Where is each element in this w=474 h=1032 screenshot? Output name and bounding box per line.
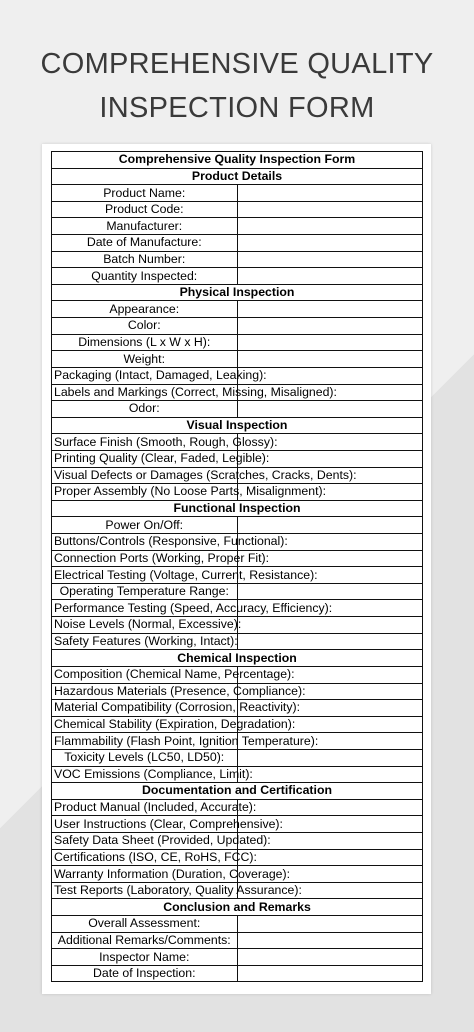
field-label: Safety Features (Working, Intact): — [52, 633, 238, 650]
field-label: Product Manual (Included, Accurate): — [52, 799, 238, 816]
page-title-line-2: INSPECTION FORM — [99, 92, 375, 124]
field-row — [52, 733, 423, 750]
field-row — [52, 235, 423, 252]
field-row — [52, 949, 423, 966]
field-label: Proper Assembly (No Loose Parts, Misalignment): — [52, 484, 238, 501]
field-row — [52, 633, 423, 650]
form-body — [52, 152, 423, 982]
field-value-cell[interactable] — [237, 633, 423, 650]
field-row — [52, 799, 423, 816]
field-label: Surface Finish (Smooth, Rough, Glossy): — [52, 434, 238, 451]
field-label: Quantity Inspected: — [52, 268, 238, 285]
field-row — [52, 484, 423, 501]
field-label: Certifications (ISO, CE, RoHS, FCC): — [52, 849, 238, 866]
field-value-cell[interactable] — [237, 318, 423, 335]
field-value-cell[interactable] — [237, 201, 423, 218]
form-heading: Comprehensive Quality Inspection Form — [52, 152, 423, 169]
field-label: Odor: — [52, 401, 238, 418]
field-value-cell[interactable] — [237, 949, 423, 966]
field-row — [52, 666, 423, 683]
field-row — [52, 467, 423, 484]
field-value-cell[interactable] — [237, 185, 423, 202]
field-label: User Instructions (Clear, Comprehensive): — [52, 816, 238, 833]
field-value-cell[interactable] — [237, 916, 423, 933]
field-label: Chemical Stability (Expiration, Degradation): — [52, 716, 238, 733]
field-row — [52, 700, 423, 717]
section-title: Physical Inspection — [52, 284, 423, 301]
field-label: Toxicity Levels (LC50, LD50): — [52, 749, 238, 766]
form-sheet — [42, 144, 431, 994]
field-label: Color: — [52, 318, 238, 335]
field-label: Weight: — [52, 351, 238, 368]
section-title: Product Details — [52, 168, 423, 185]
field-label: Date of Inspection: — [52, 965, 238, 982]
field-row — [52, 832, 423, 849]
field-value-cell[interactable] — [237, 799, 423, 816]
field-row — [52, 401, 423, 418]
field-row — [52, 849, 423, 866]
field-value-cell[interactable] — [237, 517, 423, 534]
field-row — [52, 351, 423, 368]
field-value-cell[interactable] — [237, 351, 423, 368]
field-row — [52, 301, 423, 318]
field-row — [52, 567, 423, 584]
page-title — [0, 42, 474, 130]
section-header-row — [52, 168, 423, 185]
field-value-cell[interactable] — [237, 218, 423, 235]
field-row — [52, 932, 423, 949]
field-label: Packaging (Intact, Damaged, Leaking): — [52, 367, 238, 384]
field-row — [52, 965, 423, 982]
field-row — [52, 450, 423, 467]
field-label: Manufacturer: — [52, 218, 238, 235]
field-row — [52, 517, 423, 534]
inspection-form-table — [51, 151, 423, 982]
field-row — [52, 766, 423, 783]
field-row — [52, 866, 423, 883]
section-title: Chemical Inspection — [52, 650, 423, 667]
field-row — [52, 434, 423, 451]
field-row — [52, 583, 423, 600]
field-label: Appearance: — [52, 301, 238, 318]
field-label: Flammability (Flash Point, Ignition Temperature): — [52, 733, 238, 750]
field-label: Connection Ports (Working, Proper Fit): — [52, 550, 238, 567]
field-row — [52, 201, 423, 218]
form-heading-row — [52, 152, 423, 169]
field-label: Safety Data Sheet (Provided, Updated): — [52, 832, 238, 849]
field-value-cell[interactable] — [237, 334, 423, 351]
field-row — [52, 916, 423, 933]
section-title: Visual Inspection — [52, 417, 423, 434]
section-title: Conclusion and Remarks — [52, 899, 423, 916]
field-row — [52, 882, 423, 899]
field-row — [52, 384, 423, 401]
field-label: Composition (Chemical Name, Percentage): — [52, 666, 238, 683]
page-title-line-1: COMPREHENSIVE QUALITY — [40, 48, 434, 80]
field-row — [52, 550, 423, 567]
field-value-cell[interactable] — [237, 965, 423, 982]
field-row — [52, 334, 423, 351]
section-header-row — [52, 417, 423, 434]
field-label: Visual Defects or Damages (Scratches, Cracks, Dents): — [52, 467, 238, 484]
field-row — [52, 716, 423, 733]
field-label: Power On/Off: — [52, 517, 238, 534]
field-label: Product Name: — [52, 185, 238, 202]
field-label: Performance Testing (Speed, Accuracy, Efficiency): — [52, 600, 238, 617]
section-header-row — [52, 500, 423, 517]
field-label: Dimensions (L x W x H): — [52, 334, 238, 351]
field-value-cell[interactable] — [237, 849, 423, 866]
field-value-cell[interactable] — [237, 268, 423, 285]
section-header-row — [52, 650, 423, 667]
field-label: Electrical Testing (Voltage, Current, Resistance): — [52, 567, 238, 584]
field-value-cell[interactable] — [237, 583, 423, 600]
section-header-row — [52, 284, 423, 301]
field-value-cell[interactable] — [237, 749, 423, 766]
field-row — [52, 816, 423, 833]
field-label: Hazardous Materials (Presence, Compliance): — [52, 683, 238, 700]
field-value-cell[interactable] — [237, 235, 423, 252]
field-row — [52, 268, 423, 285]
section-title: Functional Inspection — [52, 500, 423, 517]
section-header-row — [52, 899, 423, 916]
field-row — [52, 218, 423, 235]
field-label: Operating Temperature Range: — [52, 583, 238, 600]
field-label: Printing Quality (Clear, Faded, Legible): — [52, 450, 238, 467]
field-label: Batch Number: — [52, 251, 238, 268]
field-label: VOC Emissions (Compliance, Limit): — [52, 766, 238, 783]
field-row — [52, 367, 423, 384]
field-label: Inspector Name: — [52, 949, 238, 966]
field-row — [52, 251, 423, 268]
field-label: Buttons/Controls (Responsive, Functional): — [52, 534, 238, 551]
field-row — [52, 534, 423, 551]
field-value-cell[interactable] — [237, 301, 423, 318]
field-label: Labels and Markings (Correct, Missing, Misaligned): — [52, 384, 238, 401]
field-row — [52, 617, 423, 634]
field-label: Additional Remarks/Comments: — [52, 932, 238, 949]
field-value-cell[interactable] — [237, 766, 423, 783]
field-label: Test Reports (Laboratory, Quality Assurance): — [52, 882, 238, 899]
field-label: Noise Levels (Normal, Excessive): — [52, 617, 238, 634]
field-label: Warranty Information (Duration, Coverage): — [52, 866, 238, 883]
field-label: Overall Assessment: — [52, 916, 238, 933]
field-value-cell[interactable] — [237, 401, 423, 418]
field-value-cell[interactable] — [237, 251, 423, 268]
field-row — [52, 318, 423, 335]
section-header-row — [52, 783, 423, 800]
field-row — [52, 600, 423, 617]
field-row — [52, 749, 423, 766]
field-row — [52, 683, 423, 700]
field-row — [52, 185, 423, 202]
field-label: Date of Manufacture: — [52, 235, 238, 252]
field-value-cell[interactable] — [237, 932, 423, 949]
field-label: Product Code: — [52, 201, 238, 218]
section-title: Documentation and Certification — [52, 783, 423, 800]
field-label: Material Compatibility (Corrosion, Reactivity): — [52, 700, 238, 717]
field-value-cell[interactable] — [237, 617, 423, 634]
